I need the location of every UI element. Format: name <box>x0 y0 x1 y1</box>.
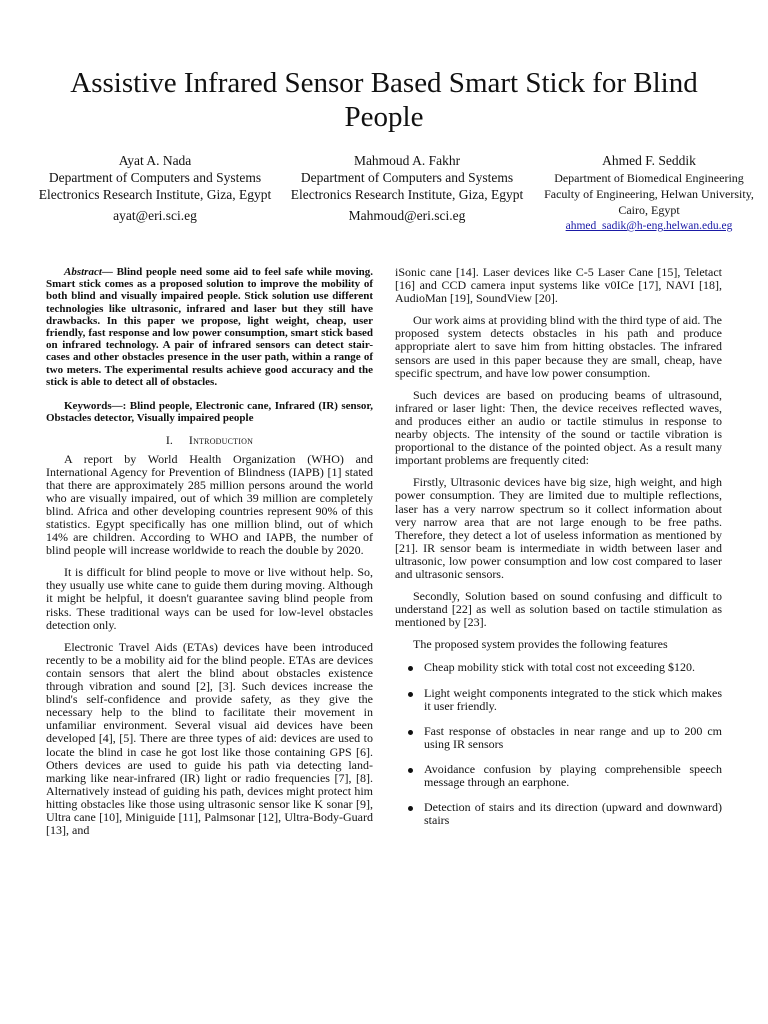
author-affiliation: Faculty of Engineering, Helwan University, Cairo, Egypt <box>544 187 754 217</box>
paper-title: Assistive Infrared Sensor Based Smart Stick for Blind People <box>70 67 698 133</box>
list-item <box>395 763 722 789</box>
author-name: Ayat A. Nada <box>118 153 192 168</box>
author-dept: Department of Computers and Systems <box>48 170 262 185</box>
author-block-1 <box>20 152 290 224</box>
bullet-icon <box>408 768 413 773</box>
author-email-link[interactable]: ahmed_sadik@h-eng.helwan.edu.eg <box>565 220 733 232</box>
section-number: I. <box>165 433 173 448</box>
paragraph: Electronic Travel Aids (ETAs) devices have been introduced recently to be a mobility aid for the blind people. ETAs are devices contain sensors that alert the blind about obstacles existence through vibration and sound [2], [3]. Such devices increase the blind's self-confidence and provide safety, as they give the necessary help to the blind to facilitate their movement in unfamiliar environment. Several visual aid devices have been developed [4], [5]. There are three types of aid: devices are used to locate the blind in case he got lost like those containing GPS [6]. Others devices are used to guide his path via detecting land-marking like near-infrared (IR) light or radio frequencies [7], [8]. Alternatively instead of guiding his path, devices might protect him hitting obstacles like those using ultrasonic sensor like K sonar [9], Ultra cane [10], Miniguide [11], Palmsonar [12], Ultra-Body-Guard [13], and <box>46 639 373 838</box>
list-item <box>395 661 722 674</box>
author-name: Mahmoud A. Fakhr <box>353 153 461 168</box>
author-name: Ahmed F. Seddik <box>602 153 696 168</box>
list-item-text: Light weight components integrated to the stick which makes it user friendly. <box>424 685 722 713</box>
paragraph: Such devices are based on producing beams of ultrasound, infrared or laser light: Then, the device receives reflected waves, and produces either an audio or tactile stimulus in response to nearby objects. The intensity of the sound or tactile vibration is proportional to the distance of the pointed object. As a result many important problems are frequently cited: <box>395 387 722 468</box>
list-item-text: Avoidance confusion by playing comprehensible speech message through an earphone. <box>424 761 722 789</box>
author-block-3 <box>540 152 758 234</box>
list-item <box>395 801 722 827</box>
paragraph: It is difficult for blind people to move or live without help. So, they usually use white cane to guide them during moving. Although it might be helpful, it doesn't guarantee saving blind people from risks. These traditional ways can be used for low-level obstacles detection only. <box>46 565 373 632</box>
list-item-text: Detection of stairs and its direction (upward and downward) stairs <box>424 800 722 828</box>
bullet-icon <box>408 730 413 735</box>
right-column <box>395 266 722 839</box>
bullet-icon <box>408 692 413 697</box>
list-item-text: Cheap mobility stick with total cost not exceeding $120. <box>424 660 695 675</box>
paragraph: Secondly, Solution based on sound confusing and difficult to understand [22] as well as solution based on tactile stimulation as mentioned by [23]. <box>395 589 722 630</box>
paragraph: Firstly, Ultrasonic devices have big size, high weight, and high power consumption. They are limited due to multiple reflections, laser has a very narrow spectrum so it collect information about very narrow area that are not large enough to be free paths. Therefore, they detect a lot of useless information as mentioned by [21]. IR sensor beam is intermediate in width between laser and ultrasonic, low power consumption and low cost compared to laser and ultrasonic sensors. <box>395 475 722 581</box>
author-dept: Department of Computers and Systems <box>300 170 514 185</box>
section-title: Introduction <box>188 433 254 448</box>
bullet-icon <box>408 806 413 811</box>
bullet-icon <box>408 666 413 671</box>
paragraph: A report by World Health Organization (WHO) and International Agency for Prevention of Blindness (IAPB) [1] stated that there are approximately 285 million persons around the world who are visually impaired, out of which 39 million are completely blind. Africa and other developing countries represent 90% of this statistics. Egypt specifically has one million blind, out of which 14% are children. According to WHO and IAPB, the number of blind people will increase worldwide to reach the double by 2020. <box>46 451 373 558</box>
features-intro: The proposed system provides the following features <box>413 637 668 652</box>
list-item-text: Fast response of obstacles in near range and up to 200 cm using IR sensors <box>424 723 722 751</box>
author-email: Mahmoud@eri.sci.eg <box>348 208 466 223</box>
author-affiliation: Electronics Research Institute, Giza, Egypt <box>290 187 524 202</box>
list-item <box>395 687 722 713</box>
abstract <box>46 266 373 388</box>
keywords: Keywords—: Blind people, Electronic cane, Infrared (IR) sensor, Obstacles detector, Visually impaired people <box>46 400 373 425</box>
list-item <box>395 725 722 751</box>
author-email: ayat@eri.sci.eg <box>113 208 197 223</box>
abstract-label: Abstract— <box>64 266 113 278</box>
author-dept: Department of Biomedical Engineering <box>554 171 744 185</box>
features-list <box>395 661 722 827</box>
author-block-2 <box>272 152 542 224</box>
section-heading <box>46 434 373 447</box>
left-column <box>46 266 373 846</box>
author-affiliation: Electronics Research Institute, Giza, Egypt <box>38 187 272 202</box>
paragraph: iSonic cane [14]. Laser devices like C-5 Laser Cane [15], Teletact [16] and CCD camera input systems like v0ICe [17], NAVI [18], AudioMan [19], SoundView [20]. <box>395 265 722 306</box>
paragraph: Our work aims at providing blind with the third type of aid. The proposed system detects obstacles in his path and produce appropriate alert to save him from hitting obstacles. The infrared sensors are used in this paper because they are small, cheap, have specific spectrum, and have low power consumption. <box>395 313 722 380</box>
abstract-text: Blind people need some aid to feel safe while moving. Smart stick comes as a proposed solution to improve the mobility of both blind and visually impaired people. Stick solution use different technologies like ultrasonic, infrared and laser but they still have drawbacks. In this paper we propose, light weight, cheap, user friendly, fast response and low power consumption, smart stick based on infrared technology. A pair of infrared sensors can detect stair-cases and other obstacles presence in the user path, within a range of two meters. The experimental results achieve good accuracy and the stick is able to detect all of obstacles. <box>46 266 373 388</box>
